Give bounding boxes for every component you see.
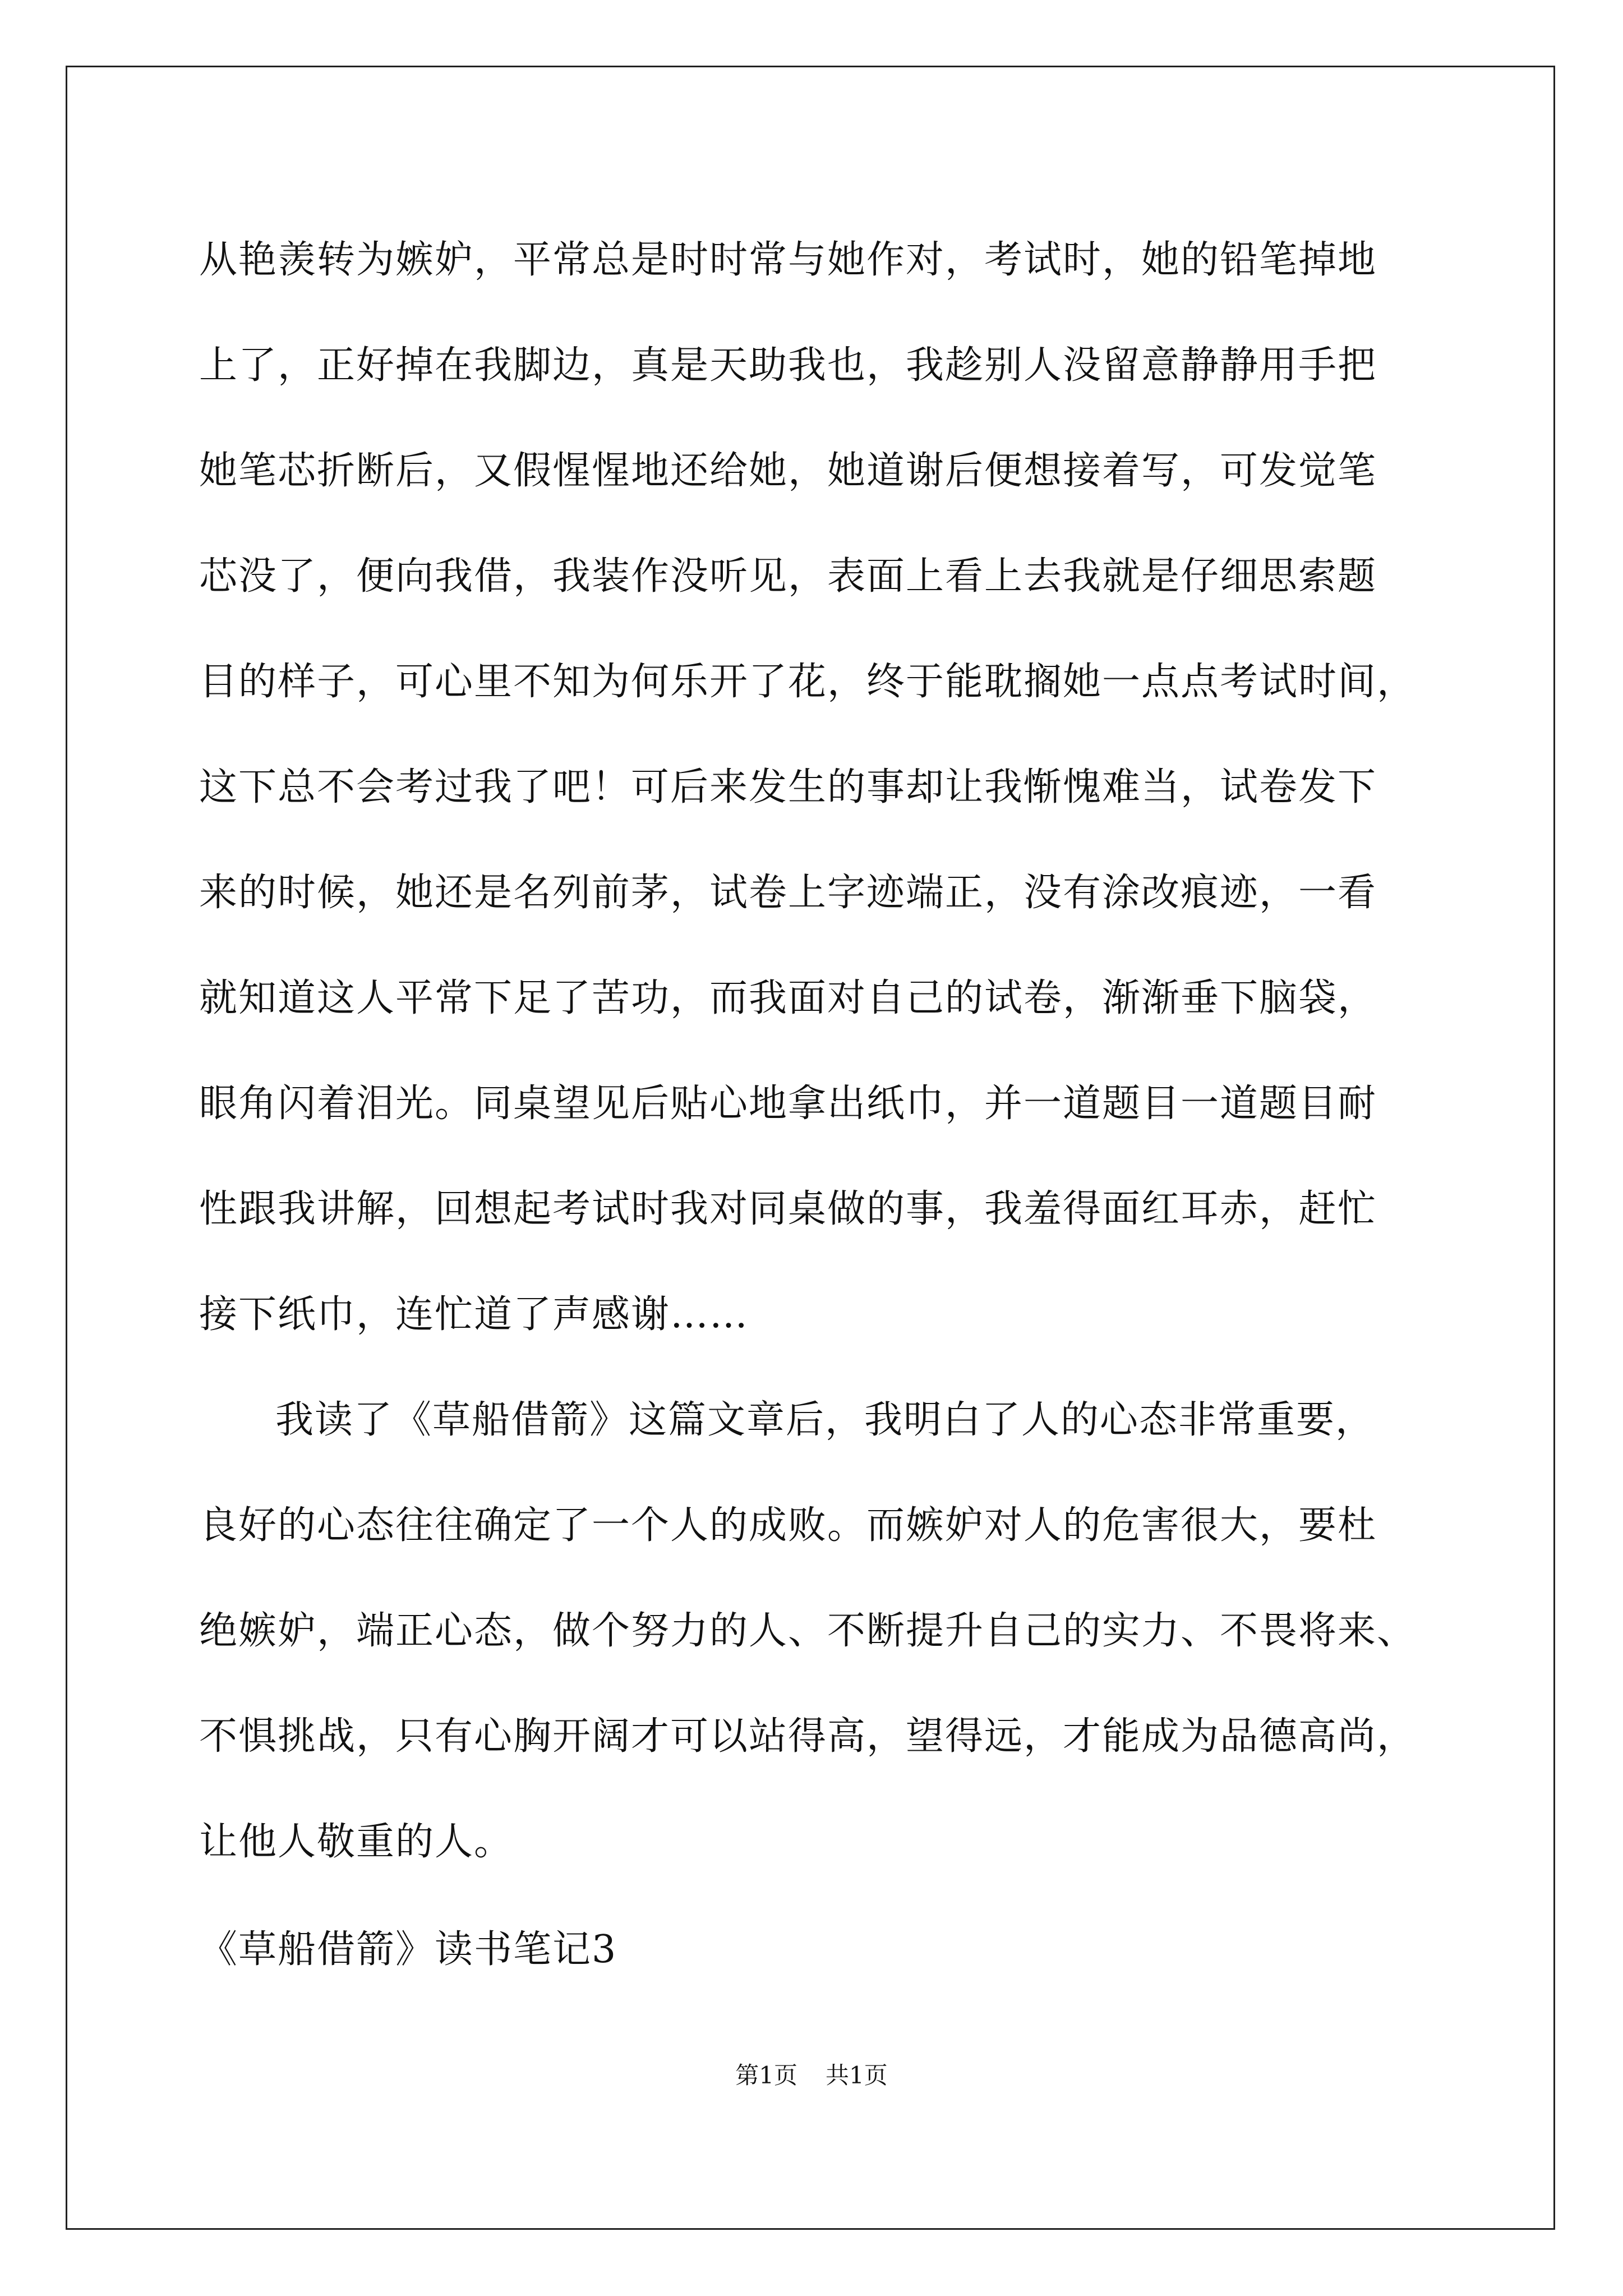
text-line: 从艳羡转为嫉妒，平常总是时时常与她作对，考试时，她的铅笔掉地 — [199, 238, 1377, 282]
document-body — [199, 208, 1427, 2003]
text-line: 接下纸巾，连忙道了声感谢…… — [199, 1292, 749, 1337]
paragraph-2 — [199, 1368, 1427, 1895]
page-number: 第1页 — [735, 2062, 797, 2089]
section-heading: 《草船借箭》读书笔记3 — [199, 1927, 617, 1972]
text-line: 绝嫉妒，端正心态，做个努力的人、不断提升自己的实力、不畏将来、 — [199, 1609, 1417, 1653]
text-line: 眼角闪着泪光。同桌望见后贴心地拿出纸巾，并一道题目一道题目耐 — [199, 1082, 1377, 1126]
page-footer — [0, 2059, 1623, 2092]
text-line: 上了，正好掉在我脚边，真是天助我也，我趁别人没留意静静用手把 — [199, 343, 1377, 388]
text-line: 芯没了，便向我借，我装作没听见，表面上看上去我就是仔细思索题 — [199, 554, 1377, 599]
text-line: 这下总不会考过我了吧！可后来发生的事却让我惭愧难当，试卷发下 — [199, 765, 1377, 809]
paragraph-1 — [199, 208, 1427, 1368]
text-line: 不惧挑战，只有心胸开阔才可以站得高，望得远，才能成为品德高尚， — [199, 1714, 1417, 1759]
text-line: 让他人敬重的人。 — [199, 1820, 514, 1864]
text-line: 目的样子，可心里不知为何乐开了花，终于能耽搁她一点点考试时间， — [199, 660, 1417, 704]
text-line: 就知道这人平常下足了苦功，而我面对自己的试卷，渐渐垂下脑袋， — [199, 976, 1377, 1020]
text-line: 我读了《草船借箭》这篇文章后，我明白了人的心态非常重要， — [275, 1398, 1375, 1442]
text-line: 她笔芯折断后，又假惺惺地还给她，她道谢后便想接着写，可发觉笔 — [199, 449, 1377, 493]
text-line: 性跟我讲解，回想起考试时我对同桌做的事，我羞得面红耳赤，赶忙 — [199, 1187, 1377, 1231]
text-line: 来的时候，她还是名列前茅，试卷上字迹端正，没有涂改痕迹，一看 — [199, 871, 1377, 915]
text-line: 良好的心态往往确定了一个人的成败。而嫉妒对人的危害很大，要杜 — [199, 1503, 1377, 1548]
page-total: 共1页 — [826, 2062, 888, 2089]
